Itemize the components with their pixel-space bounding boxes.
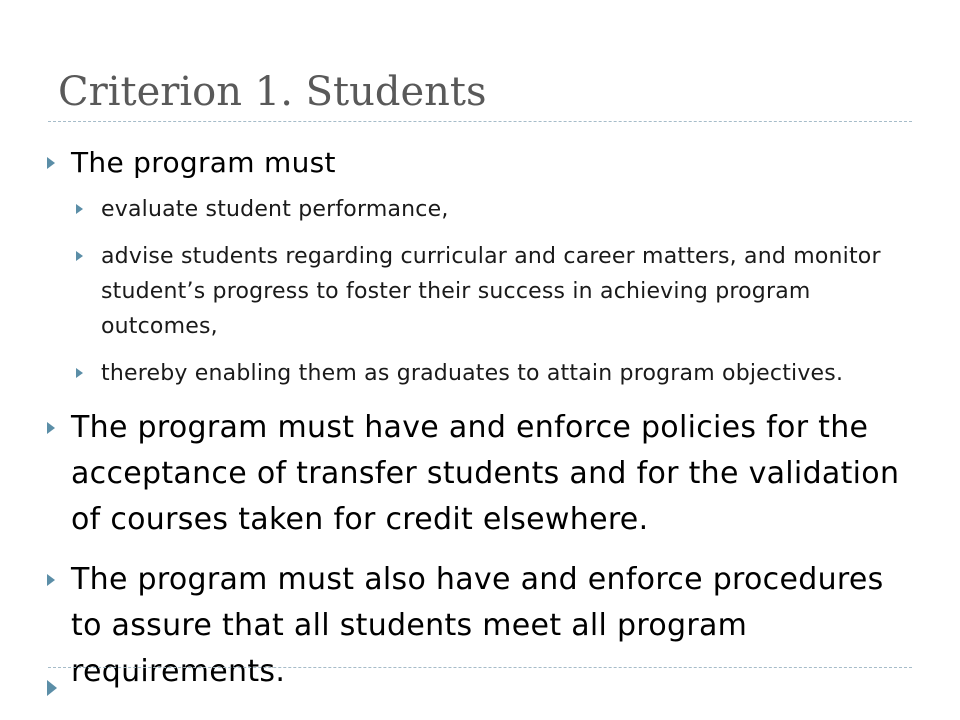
sub-bullet-text: evaluate student performance, (101, 197, 449, 222)
bullet-item-2 (44, 405, 924, 543)
footer-triangle-icon (47, 680, 57, 696)
slide-body (44, 140, 924, 695)
bullet-triangle-icon (47, 157, 55, 169)
sub-bullet-item-3 (44, 356, 924, 391)
sub-bullet-text: advise students regarding curricular and career matters, and monitor student’s progress to foster their success in achieving program outcomes, (101, 244, 881, 339)
bullet-item-1 (44, 140, 924, 186)
sub-bullet-item-2 (44, 239, 924, 344)
sub-bullet-triangle-icon (76, 251, 83, 261)
bullet-text: The program must also have and enforce procedures to assure that all students meet all program requirements. (71, 562, 884, 689)
sub-bullet-item-1 (44, 192, 924, 227)
bullet-item-3 (44, 557, 924, 695)
sub-bullet-triangle-icon (76, 204, 83, 214)
title-divider (48, 121, 912, 122)
bullet-triangle-icon (47, 574, 55, 586)
footer-divider (48, 667, 912, 668)
sub-bullet-triangle-icon (76, 368, 83, 378)
bullet-text: The program must have and enforce policies for the acceptance of transfer students and for the validation of courses taken for credit elsewhere. (71, 410, 900, 537)
bullet-text: The program must (71, 146, 336, 179)
bullet-triangle-icon (47, 422, 55, 434)
sub-bullet-text: thereby enabling them as graduates to attain program objectives. (101, 361, 844, 386)
slide-title: Criterion 1. Students (58, 69, 487, 115)
